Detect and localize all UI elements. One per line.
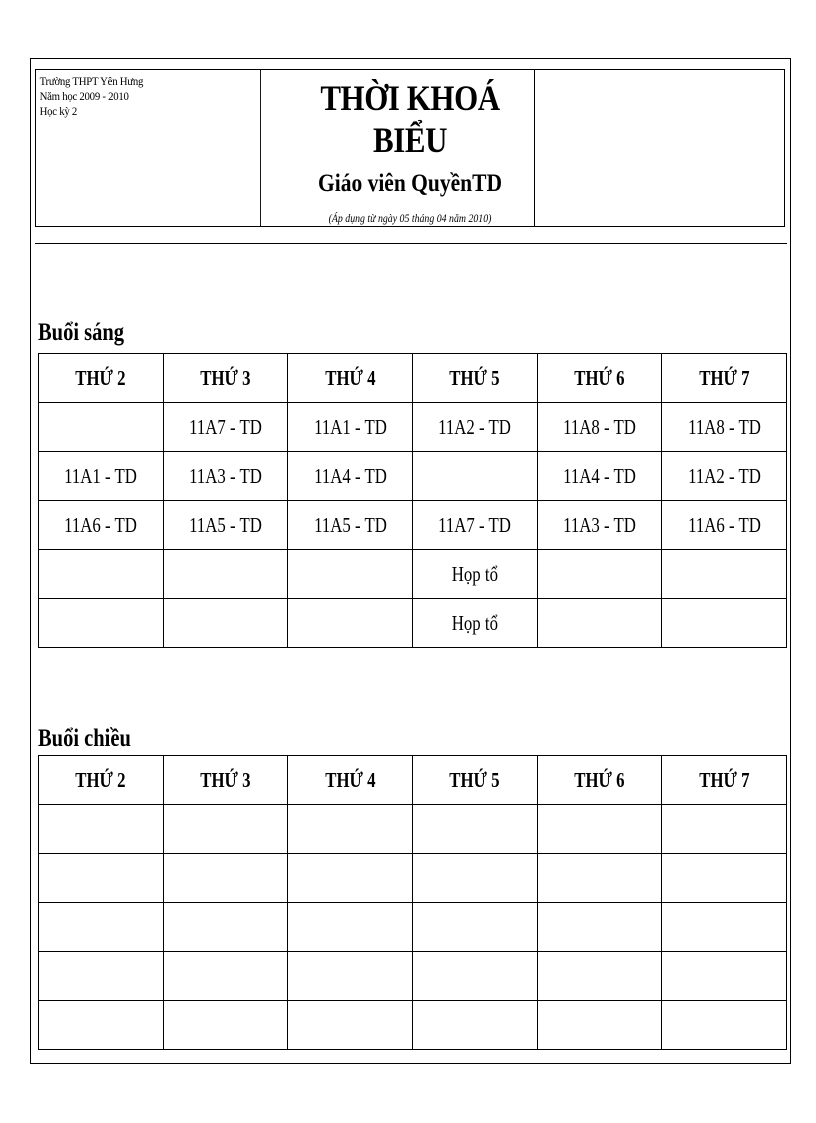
- day-header: [412, 354, 537, 403]
- afternoon-section-title: Buổi chiều: [38, 725, 131, 752]
- schedule-cell: [662, 854, 787, 903]
- day-header-label: THỨ 3: [200, 767, 251, 792]
- schedule-cell: [288, 952, 413, 1001]
- day-header-label: THỨ 4: [325, 365, 376, 390]
- schedule-cell: [662, 501, 787, 550]
- afternoon-timetable: [38, 755, 787, 1050]
- day-header-label: THỨ 6: [574, 767, 625, 792]
- class-label: 11A5 - TD: [189, 512, 262, 537]
- schedule-cell: [39, 452, 164, 501]
- day-header: [662, 756, 787, 805]
- school-info: [36, 70, 261, 226]
- document-title: THỜI KHOÁ BIỂU: [320, 78, 500, 160]
- schedule-cell: [412, 550, 537, 599]
- schedule-cell: [662, 452, 787, 501]
- schedule-cell: [288, 501, 413, 550]
- teacher-name: Giáo viên QuyềnTD: [318, 170, 502, 197]
- day-header-label: THỨ 5: [449, 767, 500, 792]
- class-label: 11A1 - TD: [64, 463, 138, 488]
- schedule-cell: [412, 1001, 537, 1050]
- class-label: 11A7 - TD: [189, 414, 262, 439]
- schedule-cell: [662, 550, 787, 599]
- schedule-cell: [39, 599, 164, 648]
- day-header: [537, 756, 662, 805]
- table-header-row: [39, 756, 787, 805]
- table-row: [39, 403, 787, 452]
- schedule-cell: [412, 452, 537, 501]
- class-label: 11A2 - TD: [438, 414, 512, 439]
- day-header: [39, 756, 164, 805]
- day-header: [39, 354, 164, 403]
- schedule-cell: [662, 903, 787, 952]
- schedule-cell: [537, 854, 662, 903]
- header-empty-cell: [535, 70, 784, 226]
- schedule-cell: [662, 1001, 787, 1050]
- schedule-cell: [39, 805, 164, 854]
- effective-date-note: (Áp dụng từ ngày 05 tháng 04 năm 2010): [328, 211, 492, 225]
- table-row: [39, 599, 787, 648]
- schedule-cell: [288, 1001, 413, 1050]
- morning-section-title: Buổi sáng: [38, 319, 125, 346]
- table-row: [39, 501, 787, 550]
- table-row: [39, 452, 787, 501]
- schedule-cell: [39, 403, 164, 452]
- day-header: [163, 354, 288, 403]
- schedule-cell: [39, 903, 164, 952]
- day-header-label: THỨ 4: [325, 767, 376, 792]
- schedule-cell: [537, 452, 662, 501]
- schedule-cell: [163, 403, 288, 452]
- schedule-cell: [39, 501, 164, 550]
- table-row: [39, 952, 787, 1001]
- schedule-cell: [288, 550, 413, 599]
- schedule-cell: [288, 599, 413, 648]
- schedule-cell: [288, 854, 413, 903]
- day-header-label: THỨ 3: [200, 365, 251, 390]
- schedule-cell: [288, 903, 413, 952]
- day-header-label: THỨ 7: [699, 767, 750, 792]
- schedule-cell: [39, 854, 164, 903]
- schedule-cell: [163, 599, 288, 648]
- table-row: [39, 1001, 787, 1050]
- school-year: Năm học 2009 - 2010: [39, 89, 129, 103]
- class-label: 11A4 - TD: [313, 463, 387, 488]
- day-header: [288, 354, 413, 403]
- header-box: [35, 69, 785, 227]
- class-label: 11A8 - TD: [687, 414, 761, 439]
- schedule-cell: [39, 1001, 164, 1050]
- schedule-cell: [537, 599, 662, 648]
- schedule-cell: [537, 550, 662, 599]
- day-header-label: THỨ 2: [75, 767, 126, 792]
- schedule-cell: [288, 805, 413, 854]
- schedule-cell: [537, 501, 662, 550]
- schedule-cell: [412, 501, 537, 550]
- horizontal-divider: [35, 243, 787, 244]
- schedule-cell: [39, 952, 164, 1001]
- schedule-cell: [163, 550, 288, 599]
- schedule-cell: [537, 1001, 662, 1050]
- class-label: 11A1 - TD: [313, 414, 387, 439]
- schedule-cell: [537, 952, 662, 1001]
- class-label: 11A2 - TD: [687, 463, 761, 488]
- table-row: [39, 854, 787, 903]
- table-row: [39, 550, 787, 599]
- schedule-cell: [163, 854, 288, 903]
- class-label: Họp tổ: [451, 610, 498, 635]
- schedule-cell: [163, 1001, 288, 1050]
- table-row: [39, 805, 787, 854]
- schedule-cell: [163, 903, 288, 952]
- title-block: [286, 70, 535, 226]
- day-header: [288, 756, 413, 805]
- schedule-cell: [537, 903, 662, 952]
- schedule-cell: [39, 550, 164, 599]
- schedule-cell: [163, 952, 288, 1001]
- day-header: [537, 354, 662, 403]
- class-label: 11A6 - TD: [687, 512, 761, 537]
- schedule-cell: [412, 952, 537, 1001]
- schedule-cell: [662, 599, 787, 648]
- schedule-cell: [288, 452, 413, 501]
- schedule-cell: [662, 952, 787, 1001]
- schedule-cell: [662, 403, 787, 452]
- day-header-label: THỨ 5: [449, 365, 500, 390]
- day-header: [163, 756, 288, 805]
- class-label: Họp tổ: [451, 561, 498, 586]
- schedule-cell: [662, 805, 787, 854]
- schedule-cell: [537, 403, 662, 452]
- schedule-cell: [537, 805, 662, 854]
- day-header-label: THỨ 7: [699, 365, 750, 390]
- class-label: 11A5 - TD: [313, 512, 387, 537]
- class-label: 11A3 - TD: [563, 512, 636, 537]
- semester: Học kỳ 2: [39, 104, 78, 118]
- schedule-cell: [163, 501, 288, 550]
- table-header-row: [39, 354, 787, 403]
- schedule-cell: [163, 452, 288, 501]
- schedule-cell: [412, 854, 537, 903]
- schedule-cell: [412, 903, 537, 952]
- schedule-cell: [412, 805, 537, 854]
- class-label: 11A7 - TD: [438, 512, 512, 537]
- schedule-cell: [163, 805, 288, 854]
- day-header: [412, 756, 537, 805]
- day-header-label: THỨ 2: [75, 365, 126, 390]
- day-header: [662, 354, 787, 403]
- class-label: 11A6 - TD: [64, 512, 138, 537]
- class-label: 11A3 - TD: [189, 463, 262, 488]
- schedule-cell: [412, 599, 537, 648]
- table-row: [39, 903, 787, 952]
- schedule-cell: [412, 403, 537, 452]
- class-label: 11A4 - TD: [563, 463, 636, 488]
- day-header-label: THỨ 6: [574, 365, 625, 390]
- class-label: 11A8 - TD: [563, 414, 636, 439]
- schedule-cell: [288, 403, 413, 452]
- morning-timetable: [38, 353, 787, 648]
- school-name: Trường THPT Yên Hưng: [39, 74, 144, 88]
